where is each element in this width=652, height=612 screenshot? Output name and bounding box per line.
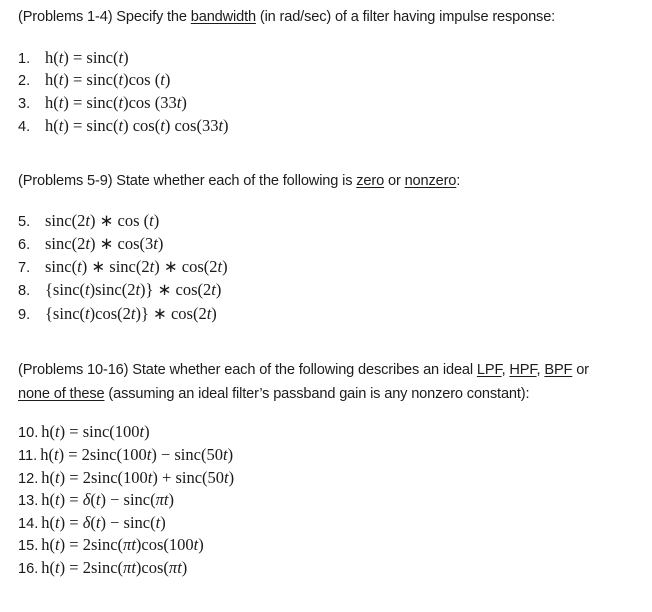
problem-number: 14. (18, 516, 39, 532)
section1-suffix: (in rad/sec) of a filter having impulse response: (255, 9, 556, 25)
problem-number: 15. (18, 538, 39, 554)
problem-number: 12. (18, 471, 39, 487)
problem-number: 2. (18, 73, 31, 89)
problem-number: 11. (18, 448, 38, 464)
problem-expression: h(t) = δ(t) − sinc(t) (41, 513, 166, 532)
section1-prefix: (Problems 1-4) Specify the (18, 9, 191, 25)
problem-expression: sinc(2t) ∗ cos(3t) (45, 234, 164, 253)
problem-expression: h(t) = sinc(t)cos (33t) (45, 93, 187, 112)
problem-number: 4. (18, 119, 31, 135)
problem-expression: h(t) = sinc(t) (45, 48, 129, 67)
problem-8 (18, 280, 221, 300)
problem-5 (18, 211, 159, 231)
problem-number: 3. (18, 96, 31, 112)
problem-expression: {sinc(t)sinc(2t)} ∗ cos(2t) (45, 280, 222, 299)
problem-15 (18, 535, 204, 555)
problem-3 (18, 93, 187, 113)
problem-number: 7. (18, 260, 31, 276)
problem-number: 6. (18, 237, 31, 253)
problem-number: 9. (18, 307, 31, 323)
problem-2 (18, 70, 170, 90)
problem-expression: h(t) = 2sinc(πt)cos(πt) (41, 558, 188, 577)
problem-number: 8. (18, 283, 31, 299)
section2-instructions (18, 173, 460, 189)
section1-instructions (18, 9, 555, 25)
problem-number: 5. (18, 214, 31, 230)
problem-9 (18, 304, 217, 324)
section3-keyword-lpf: LPF (476, 362, 502, 378)
section3-keyword-none-of-these: none of these (18, 386, 105, 402)
problem-expression: h(t) = 2sinc(100t) − sinc(50t) (40, 445, 234, 464)
problem-expression: h(t) = 2sinc(100t) + sinc(50t) (41, 468, 235, 487)
section3-instructions-line2 (18, 386, 529, 402)
problem-expression: h(t) = δ(t) − sinc(πt) (41, 490, 174, 509)
section3-line1-suffix: or (572, 362, 589, 378)
problem-7 (18, 257, 228, 277)
problem-14 (18, 513, 166, 533)
problem-expression: sinc(2t) ∗ cos (t) (45, 211, 160, 230)
section3-comma: , (536, 362, 545, 378)
problem-10 (18, 422, 150, 442)
section2-keyword-zero: zero (356, 173, 385, 189)
section3-line2-suffix: (assuming an ideal filter’s passband gain is any nonzero constant): (104, 386, 530, 402)
section3-keyword-hpf: HPF (509, 362, 537, 378)
problem-11 (18, 445, 233, 465)
section3-prefix: (Problems 10-16) State whether each of the following describes an ideal (18, 362, 477, 378)
problem-expression: {sinc(t)cos(2t)} ∗ cos(2t) (45, 304, 217, 323)
problem-6 (18, 234, 163, 254)
problem-expression: sinc(t) ∗ sinc(2t) ∗ cos(2t) (45, 257, 228, 276)
section3-instructions-line1 (18, 362, 589, 378)
section3-comma: , (501, 362, 510, 378)
section2-middle: or (384, 173, 405, 189)
problem-1 (18, 48, 129, 68)
problem-number: 16. (18, 561, 39, 577)
section2-keyword-nonzero: nonzero (404, 173, 457, 189)
section2-suffix: : (456, 173, 461, 189)
section3-keyword-bpf: BPF (544, 362, 573, 378)
problem-16 (18, 558, 187, 578)
problem-expression: h(t) = sinc(t) cos(t) cos(33t) (45, 116, 229, 135)
section2-prefix: (Problems 5-9) State whether each of the following is (18, 173, 357, 189)
problem-expression: h(t) = sinc(100t) (41, 422, 150, 441)
problem-expression: h(t) = sinc(t)cos (t) (45, 70, 171, 89)
problem-13 (18, 490, 174, 510)
problem-number: 10. (18, 425, 39, 441)
problem-expression: h(t) = 2sinc(πt)cos(100t) (41, 535, 204, 554)
problem-number: 1. (18, 51, 31, 67)
problem-number: 13. (18, 493, 39, 509)
section1-keyword-bandwidth: bandwidth (190, 9, 256, 25)
problem-12 (18, 468, 234, 488)
problem-4 (18, 116, 229, 136)
